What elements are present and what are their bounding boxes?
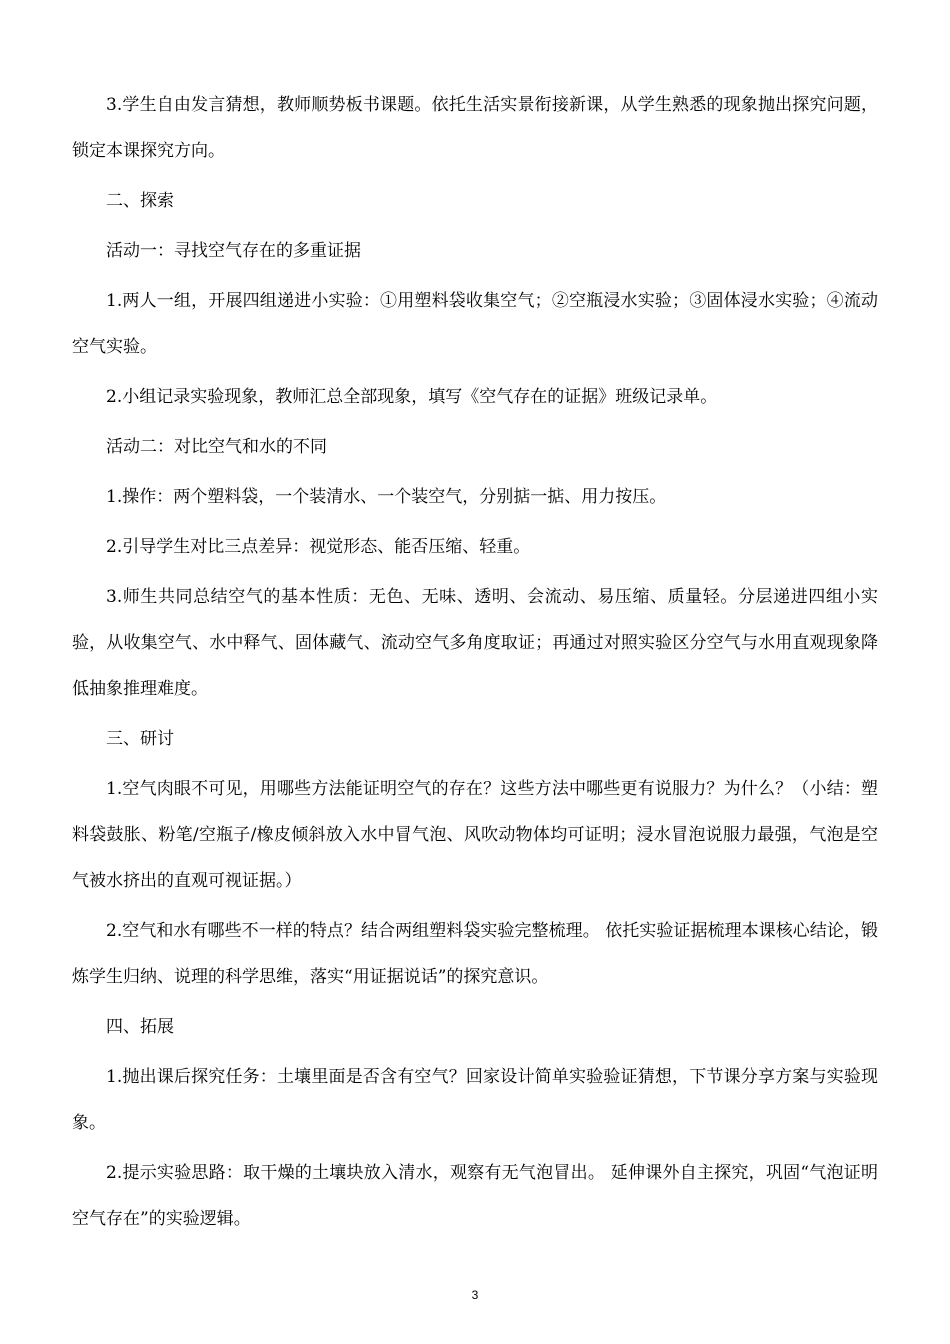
page-number: 3 [471,1288,479,1302]
document-body [72,82,878,1246]
paragraph-intro-3: 3.学生自由发言猜想，教师顺势板书课题。依托生活实景衔接新课，从学生熟悉的现象抛出探究问题，锁定本课探究方向。 [72,95,878,161]
activity-2-title: 活动二：对比空气和水的不同 [106,437,327,457]
section-heading-extension: 四、拓展 [106,1017,174,1037]
extension-paragraph-1: 1.抛出课后探究任务：土壤里面是否含有空气？回家设计简单实验验证猜想，下节课分享方案与实验现象。 [72,1067,878,1133]
extension-paragraph-2: 2.提示实验思路：取干燥的土壤块放入清水，观察有无气泡冒出。 延伸课外自主探究，巩固“气泡证明空气存在”的实验逻辑。 [72,1163,878,1229]
activity-2-paragraph-2: 2.引导学生对比三点差异：视觉形态、能否压缩、轻重。 [106,537,531,557]
section-heading-explore: 二、探索 [106,191,174,211]
discussion-question-1: 1.空气肉眼不可见，用哪些方法能证明空气的存在？这些方法中哪些更有说服力？为什么？（小结：塑料袋鼓胀、粉笔/空瓶子/橡皮倾斜放入水中冒气泡、风吹动物体均可证明；浸水冒泡说服力最强，气泡是空气被水挤出的直观可视证据。） [72,779,878,891]
discussion-question-2: 2.空气和水有哪些不一样的特点？结合两组塑料袋实验完整梳理。 依托实验证据梳理本课核心结论，锻炼学生归纳、说理的科学思维，落实“用证据说话”的探究意识。 [72,921,878,987]
activity-1-paragraph-2: 2.小组记录实验现象，教师汇总全部现象，填写《空气存在的证据》班级记录单。 [106,387,718,407]
section-heading-discussion: 三、研讨 [106,729,174,749]
activity-2-paragraph-3: 3.师生共同总结空气的基本性质：无色、无味、透明、会流动、易压缩、质量轻。分层递进四组小实验，从收集空气、水中释气、固体藏气、流动空气多角度取证；再通过对照实验区分空气与水用直观现象降低抽象推理难度。 [72,587,878,699]
activity-1-paragraph-1: 1.两人一组，开展四组递进小实验：①用塑料袋收集空气；②空瓶浸水实验；③固体浸水实验；④流动空气实验。 [72,291,878,357]
activity-1-title: 活动一：寻找空气存在的多重证据 [106,241,361,261]
activity-2-paragraph-1: 1.操作：两个塑料袋，一个装清水、一个装空气，分别掂一掂、用力按压。 [106,487,667,507]
